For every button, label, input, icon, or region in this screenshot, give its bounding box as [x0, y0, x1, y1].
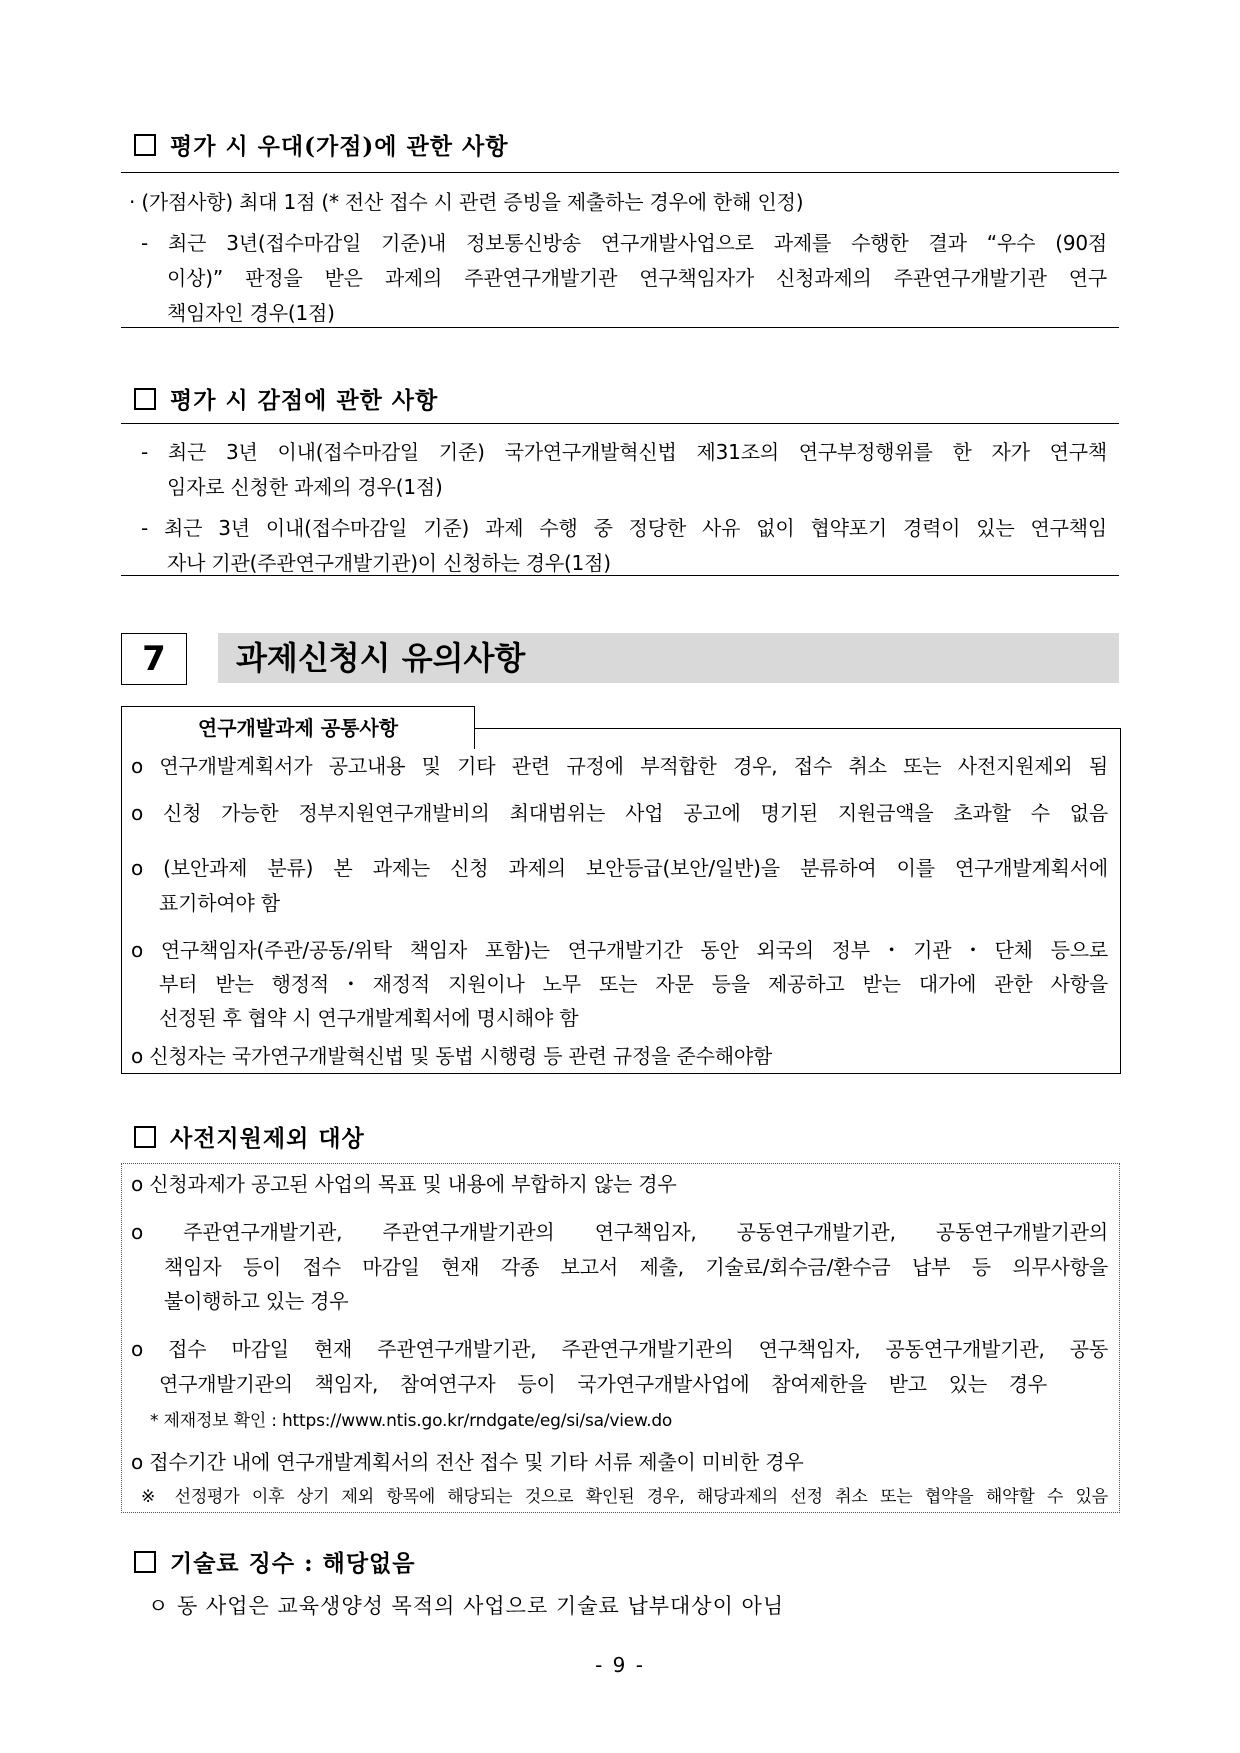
common-note-line: o 신청 가능한 정부지원연구개발비의 최대범위는 사업 공고에 명기된 지원금액을 초과할 수 없음 [131, 801, 1108, 825]
penalty-line: - 최근 3년 이내(접수마감일 기준) 국가연구개발혁신법 제31조의 연구부정행위를 한 자가 연구책 [141, 440, 1107, 464]
common-note-line: 선정된 후 협약 시 연구개발계획서에 명시해야 함 [159, 1006, 579, 1030]
common-note-line: o 신청자는 국가연구개발혁신법 및 동법 시행령 등 관련 규정을 준수해야함 [131, 1044, 773, 1068]
exclusion-title-text: 사전지원제외 대상 [170, 1125, 365, 1152]
penalty-section-title [134, 382, 438, 415]
penalty-line: 임자로 신청한 과제의 경우(1점) [167, 475, 443, 499]
common-note-line: o (보안과제 분류) 본 과제는 신청 과제의 보안등급(보안/일반)을 분류하여 이를 연구개발계획서에 [131, 856, 1108, 880]
bonus-section-title [134, 128, 508, 161]
exclusion-line: o 주관연구개발기관, 주관연구개발기관의 연구책임자, 공동연구개발기관, 공동연구개발기관의 [131, 1220, 1108, 1244]
exclusion-line: o 접수 마감일 현재 주관연구개발기관, 주관연구개발기관의 연구책임자, 공동연구개발기관, 공동 [131, 1337, 1108, 1361]
checkbox-square-icon [134, 1126, 156, 1148]
common-note-line: 부터 받는 행정적・재정적 지원이나 노무 또는 자문 등을 제공하고 받는 대가에 관한 사항을 [159, 972, 1108, 996]
exclusion-line: 불이행하고 있는 경우 [164, 1289, 349, 1313]
exclusion-line: o 신청과제가 공고된 사업의 목표 및 내용에 부합하지 않는 경우 [131, 1172, 677, 1196]
sanction-info-link: * 제재정보 확인 : https://www.ntis.go.kr/rndgate/eg/si/sa/view.do [150, 1411, 673, 1431]
penalty-line: - 최근 3년 이내(접수마감일 기준) 과제 수행 중 정당한 사유 없이 협약포기 경력이 있는 연구책임 [141, 516, 1107, 540]
divider [121, 423, 1119, 424]
exclusion-line: 책임자 등이 접수 마감일 현재 각종 보고서 제출, 기술료/회수금/환수금 납부 등 의무사항을 [164, 1255, 1108, 1279]
divider [121, 327, 1119, 328]
fee-line: ㅇ 동 사업은 교육생양성 목적의 사업으로 기술료 납부대상이 아님 [148, 1594, 785, 1618]
exclusion-note: ※ 선정평가 이후 상기 제외 항목에 해당되는 것으로 확인된 경우, 해당과제의 선정 취소 또는 협약을 해약할 수 있음 [141, 1487, 1108, 1507]
checkbox-square-icon [134, 1551, 156, 1573]
bonus-sub-line: 책임자인 경우(1점) [167, 301, 335, 325]
bonus-sub-line: 이상)” 판정을 받은 과제의 주관연구개발기관 연구책임자가 신청과제의 주관연구개발기관 연구 [167, 266, 1107, 290]
page-number: - 9 - [595, 1653, 645, 1677]
common-note-line: o 연구개발계획서가 공고내용 및 기타 관련 규정에 부적합한 경우, 접수 취소 또는 사전지원제외 됨 [131, 754, 1108, 778]
chapter-title-bar [218, 633, 1119, 683]
penalty-title-text: 평가 시 감점에 관한 사항 [170, 387, 439, 414]
bonus-main-item: · (가점사항) 최대 1점 (* 전산 접수 시 관련 증빙을 제출하는 경우에 한해 인정) [129, 190, 804, 214]
divider [121, 575, 1119, 576]
chapter-title: 과제신청시 유의사항 [236, 639, 526, 677]
common-note-line: 표기하여야 함 [159, 891, 280, 915]
penalty-line: 자나 기관(주관연구개발기관)이 신청하는 경우(1점) [167, 551, 611, 575]
exclusion-section-title [134, 1120, 365, 1153]
bonus-title-text: 평가 시 우대(가점)에 관한 사항 [170, 133, 509, 160]
bonus-sub-line: - 최근 3년(접수마감일 기준)내 정보통신방송 연구개발사업으로 과제를 수행한 결과 “우수 (90점 [141, 231, 1107, 255]
checkbox-square-icon [134, 134, 156, 156]
exclusion-line: 연구개발기관의 책임자, 참여연구자 등이 국가연구개발사업에 참여제한을 받고 있는 경우 [159, 1372, 1047, 1396]
common-note-line: o 연구책임자(주관/공동/위탁 책임자 포함)는 연구개발기간 동안 외국의 정부・기관・단체 등으로 [131, 938, 1108, 962]
divider [121, 172, 1119, 173]
chapter-number: 7 [121, 633, 187, 685]
common-notes-tab: 연구개발과제 공통사항 [121, 706, 475, 749]
exclusion-line: o 접수기간 내에 연구개발계획서의 전산 접수 및 기타 서류 제출이 미비한 경우 [131, 1450, 804, 1474]
fee-section-title [134, 1545, 415, 1578]
checkbox-square-icon [134, 388, 156, 410]
fee-title-text: 기술료 징수 : 해당없음 [170, 1550, 416, 1577]
